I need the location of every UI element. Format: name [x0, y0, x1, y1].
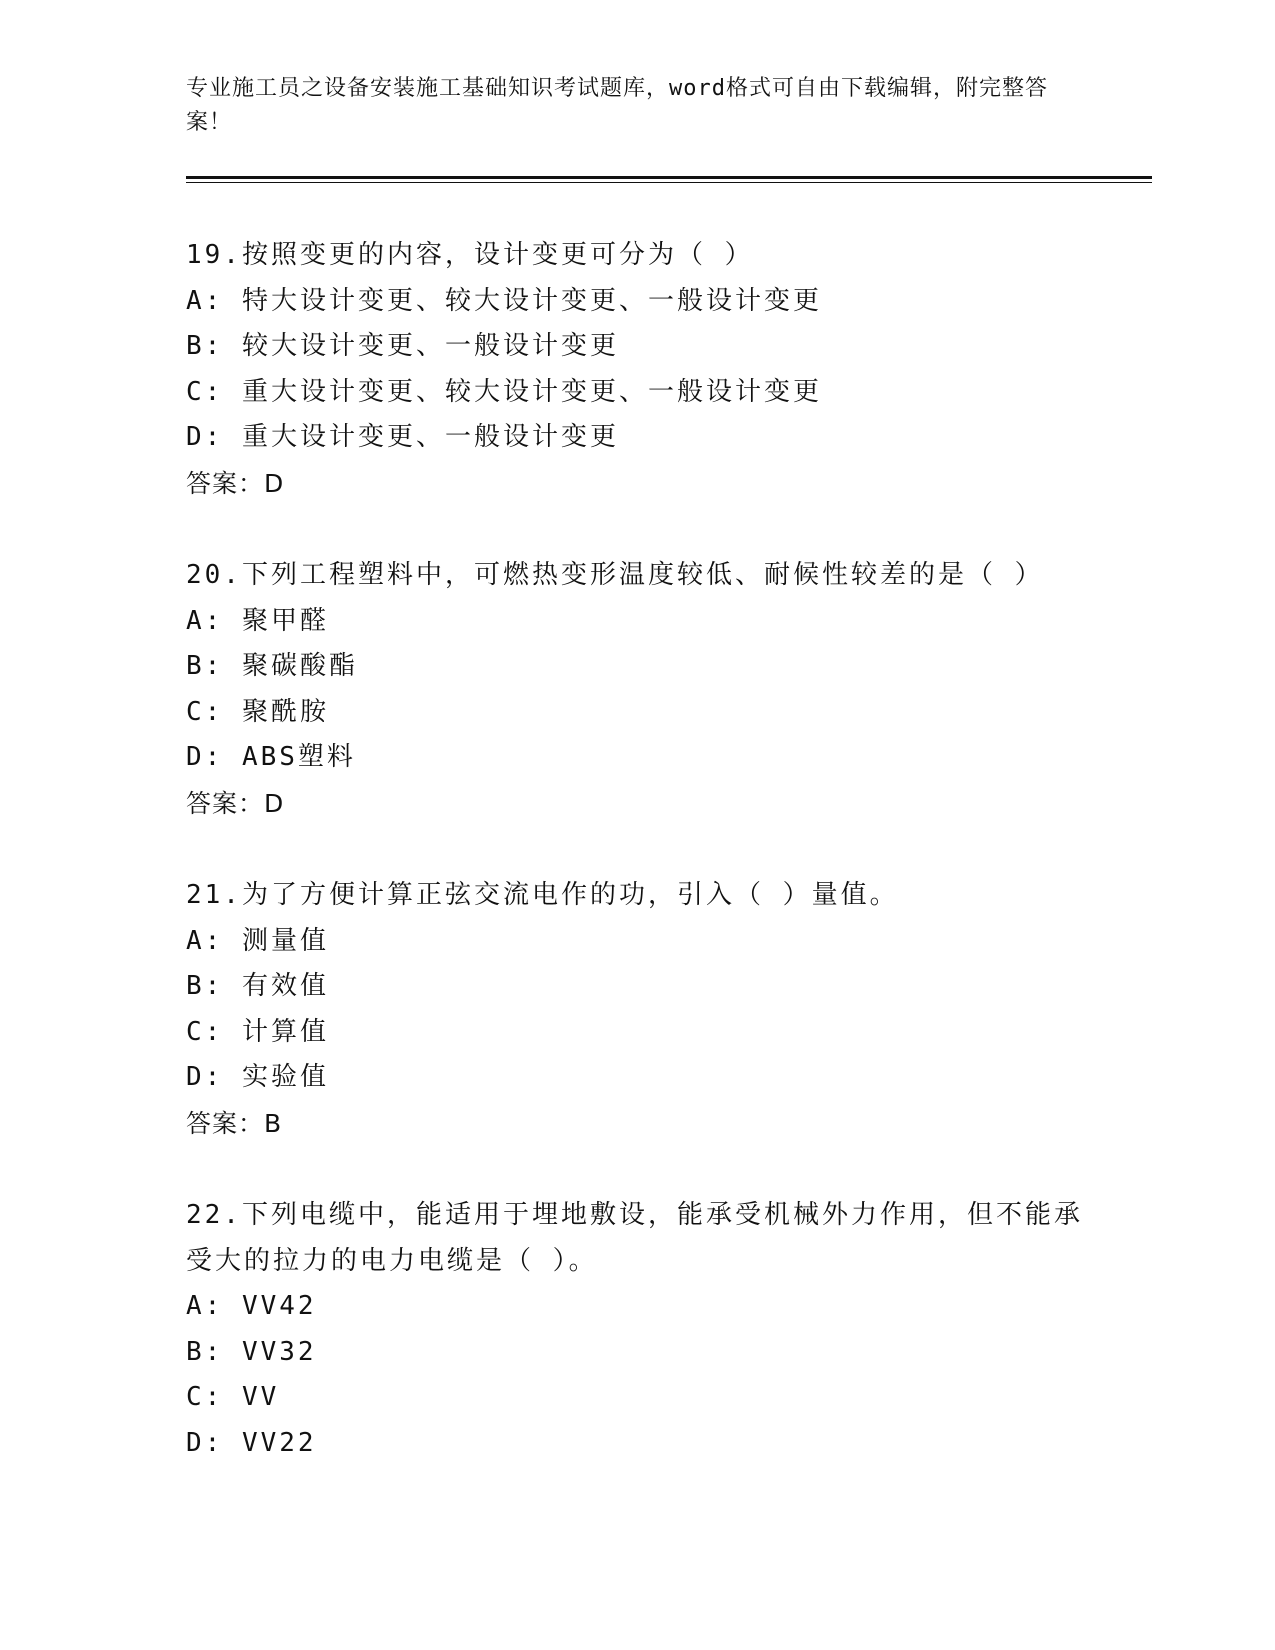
option-a: A: 测量值 [186, 925, 329, 956]
question-22 [186, 1193, 1086, 1466]
answer-text: 答案：D [186, 468, 285, 498]
option-b: B: 聚碳酸酯 [186, 651, 358, 681]
question-text: 20.下列工程塑料中，可燃热变形温度较低、耐候性较差的是（ ） [186, 560, 1044, 590]
option-d: D: VV22 [186, 1427, 317, 1458]
answer-text: 答案：B [186, 1108, 283, 1138]
option-b: B: 较大设计变更、一般设计变更 [186, 331, 619, 361]
question-20 [186, 553, 1086, 826]
option-b: B: 有效值 [186, 971, 329, 1001]
question-19 [186, 233, 1086, 506]
option-a: A: VV42 [186, 1291, 317, 1321]
option-d: D: ABS塑料 [186, 742, 356, 772]
option-d: D: 重大设计变更、一般设计变更 [186, 422, 619, 452]
question-text: 19.按照变更的内容，设计变更可分为（ ） [186, 240, 754, 270]
option-a: A: 聚甲醛 [186, 605, 329, 636]
header-divider-thick [186, 176, 1152, 179]
question-list [186, 233, 1086, 1513]
option-c: C: VV [186, 1382, 280, 1412]
document-header: 专业施工员之设备安装施工基础知识考试题库，word格式可自由下载编辑，附完整答案！ [186, 76, 1048, 135]
option-d: D: 实验值 [186, 1062, 329, 1092]
header-divider-thin [186, 182, 1152, 183]
option-a: A: 特大设计变更、较大设计变更、一般设计变更 [186, 285, 822, 316]
answer-text: 答案：D [186, 788, 285, 818]
option-b: B: VV32 [186, 1336, 317, 1367]
option-c: C: 聚酰胺 [186, 696, 329, 727]
option-c: C: 计算值 [186, 1016, 329, 1047]
option-c: C: 重大设计变更、较大设计变更、一般设计变更 [186, 376, 822, 407]
question-21 [186, 873, 1086, 1146]
question-text: 21.为了方便计算正弦交流电作的功，引入（ ）量值。 [186, 880, 899, 910]
question-text: 22.下列电缆中，能适用于埋地敷设，能承受机械外力作用，但不能承受大的拉力的电力电缆是（ ）。 [186, 1200, 1083, 1276]
